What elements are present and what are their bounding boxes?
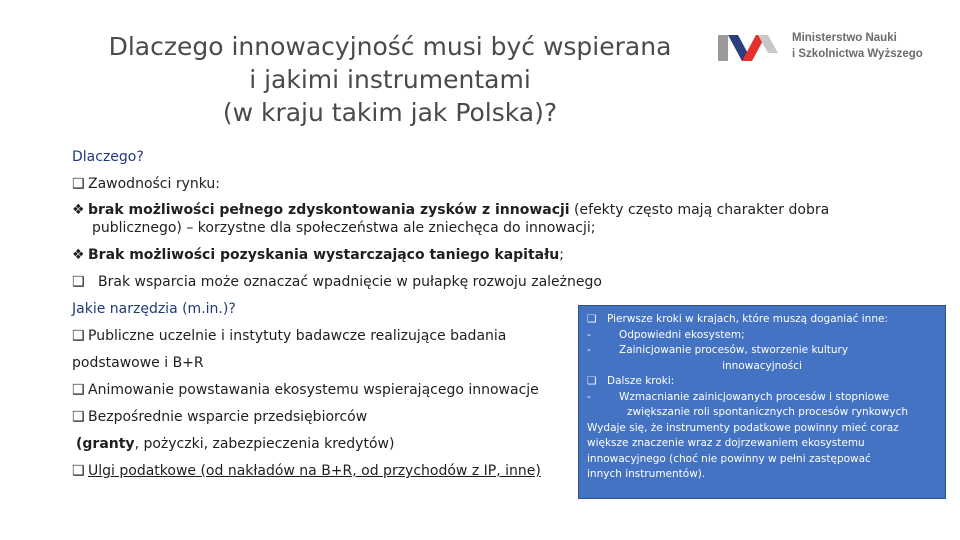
box-line: innowacyjności: [722, 359, 802, 372]
failure-item-2: ❖ Brak możliwości pozyskania wystarczająco taniego kapitału;: [72, 247, 564, 263]
box-paragraph-line: innych instrumentów).: [587, 468, 706, 480]
checkbox-bullet-icon: ❑: [72, 382, 85, 398]
failure-item-3: ❑ Brak wsparcia może oznaczać wpadnięcie w pułapkę rozwoju zależnego: [72, 274, 602, 290]
logo-line: i Szkolnictwa Wyższego: [792, 48, 923, 60]
checkbox-bullet-icon: ❑: [72, 328, 85, 344]
failure-item-1-cont: publicznego) – korzystne dla społeczeństwa ale zniechęca do innowacji;: [92, 220, 596, 236]
why-heading: Dlaczego?: [72, 149, 144, 165]
box-paragraph-line: innowacyjnego (choć nie powinny w pełni zastępować: [587, 452, 871, 465]
box-line: - Odpowiedni ekosystem;: [587, 328, 745, 341]
box-line: ❑ Dalsze kroki:: [587, 374, 937, 390]
tool-item-1: ❑ Publiczne uczelnie i instytuty badawcze realizujące badania: [72, 328, 507, 344]
slide-title: [95, 30, 685, 129]
logo-line: Ministerstwo Nauki: [792, 32, 897, 44]
checkbox-bullet-icon: ❑: [72, 409, 85, 425]
tools-heading: Jakie narzędzia (m.in.)?: [72, 301, 236, 317]
failure-item-1: ❖ brak możliwości pełnego zdyskontowania zysków z innowacji (efekty często mają charakter dobra: [72, 202, 830, 218]
title-line: (w kraju takim jak Polska)?: [222, 98, 558, 127]
checkbox-bullet-icon: ❑: [72, 463, 85, 479]
box-line: ❑ Pierwsze kroki w krajach, które muszą doganiać inne:: [587, 312, 937, 328]
ministry-logo-mark-icon: [718, 33, 780, 63]
box-line: - Zainicjowanie procesów, stworzenie kultury: [587, 344, 849, 356]
box-line: - Wzmacnianie zainicjowanych procesów i stopniowe: [587, 390, 890, 403]
checkbox-bullet-icon: ❑: [587, 375, 597, 387]
checkbox-bullet-icon: ❑: [587, 313, 597, 325]
title-line: Dlaczego innowacyjność musi być wspierana: [108, 32, 672, 61]
box-line: zwiększanie roli spontanicznych procesów rynkowych: [627, 406, 909, 418]
box-paragraph-line: większe znaczenie wraz z dojrzewaniem ekosystemu: [587, 437, 865, 449]
market-failures-item: ❑ Zawodności rynku:: [72, 176, 221, 192]
tool-item-2: ❑ Animowanie powstawania ekosystemu wspierającego innowacje: [72, 382, 539, 398]
tool-item-4: ❑ Ulgi podatkowe (od nakładów na B+R, od przychodów z IP, inne): [72, 463, 541, 479]
diamond-bullet-icon: ❖: [72, 247, 85, 263]
tool-item-3-cont: (granty, pożyczki, zabezpieczenia kredytów): [76, 436, 395, 452]
diamond-bullet-icon: ❖: [72, 202, 85, 218]
checkbox-bullet-icon: ❑: [72, 176, 85, 192]
ministry-logo: [718, 30, 938, 66]
title-line: i jakimi instrumentami: [249, 65, 531, 94]
box-paragraph-line: Wydaje się, że instrumenty podatkowe powinny mieć coraz: [587, 421, 899, 434]
callout-box: [578, 305, 946, 499]
logo-text: [792, 30, 923, 62]
tool-item-1-cont: podstawowe i B+R: [72, 355, 204, 371]
checkbox-bullet-icon: ❑: [72, 274, 85, 290]
tool-item-3: ❑ Bezpośrednie wsparcie przedsiębiorców: [72, 409, 368, 425]
